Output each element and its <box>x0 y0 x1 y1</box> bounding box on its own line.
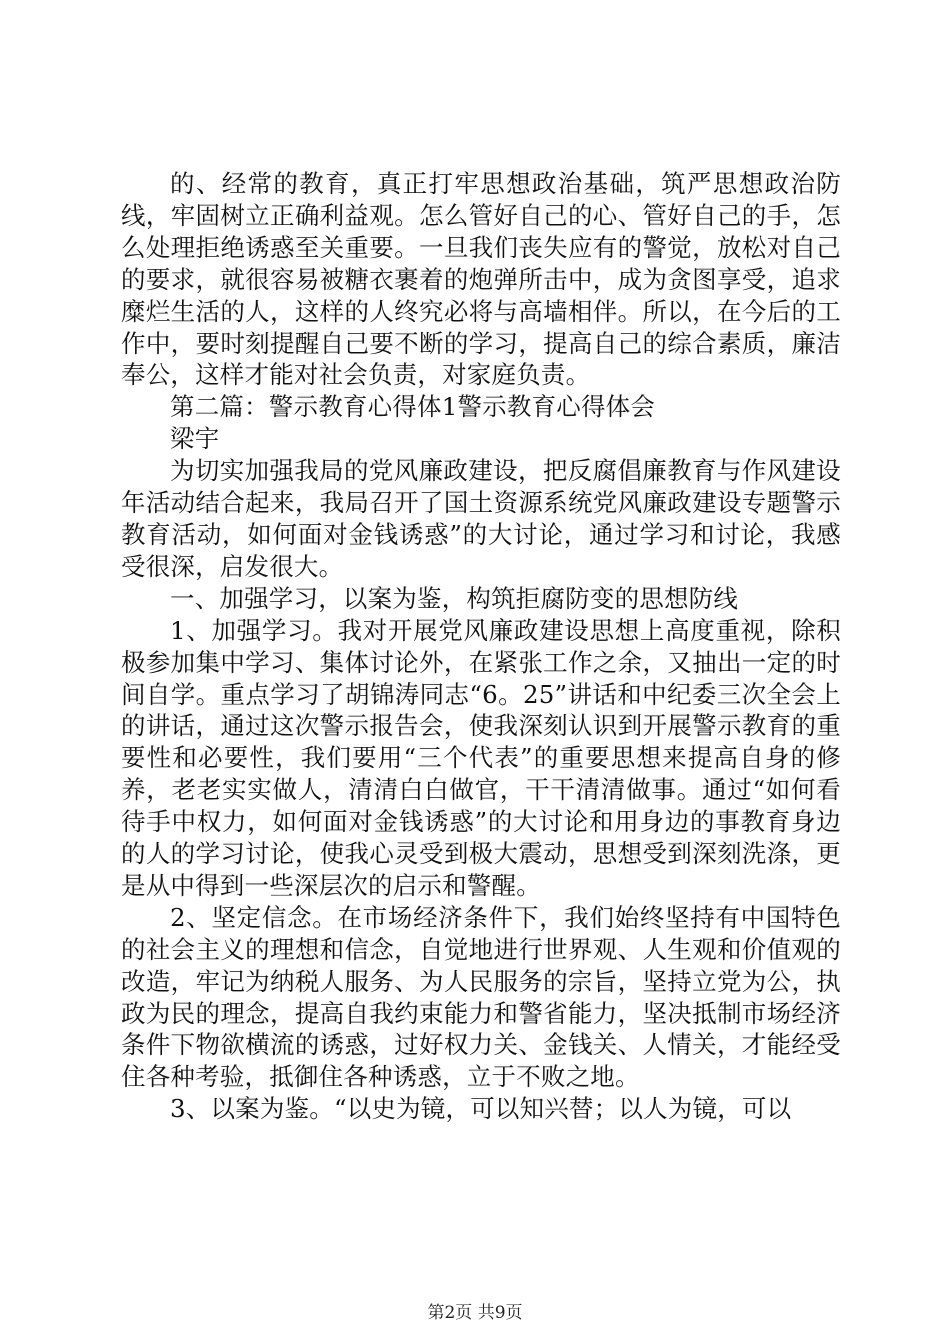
paragraph-lesson: 3、以案为鉴。“以史为镜，可以知兴替；以人为镜，可以 <box>170 1094 792 1124</box>
paragraph-study: 1、加强学习。我对开展党风廉政建设思想上高度重视，除积极参加集中学习、集体讨论外，在紧张工作之余，又抽出一定的时间自学。重点学习了胡锦涛同志“6。25”讲话和中纪委三次全会上的讲话，通过这次警示报告会，使我深刻认识到开展警示教育的重要性和必要性，我们要用“三个代表”的重要思想来提高自身的修养，老老实实做人，清清白白做官，干干清清做事。通过“如何看待手中权力，如何面对金钱诱惑”的大讨论和用身边的事教育身边的人的学习讨论，使我心灵受到极大震动，思想受到深刻洗涤，更是从中得到一些深层次的启示和警醒。 <box>121 615 841 900</box>
document-body <box>121 168 841 1125</box>
page-footer: 第2页 共9页 <box>427 1303 523 1323</box>
paragraph-intro: 为切实加强我局的党风廉政建设，把反腐倡廉教育与作风建设年活动结合起来，我局召开了国土资源系统党风廉政建设专题警示教育活动，如何面对金钱诱惑”的大讨论，通过学习和讨论，我感受很深，启发很大。 <box>121 456 841 581</box>
paragraph-continuation: 的、经常的教育，真正打牢思想政治基础，筑严思想政治防线，牢固树立正确利益观。怎么管好自己的心、管好自己的手，怎么处理拒绝诱惑至关重要。一旦我们丧失应有的警觉，放松对自己的要求，就很容易被糖衣裹着的炮弹所击中，成为贪图享受，追求糜烂生活的人，这样的人终究必将与高墙相伴。所以，在今后的工作中，要时刻提醒自己要不断的学习，提高自己的综合素质，廉洁奉公，这样才能对社会负责，对家庭负责。 <box>121 169 841 390</box>
author-name: 梁宇 <box>170 424 220 454</box>
subheading-1: 一、加强学习，以案为鉴，构筑拒腐防变的思想防线 <box>170 583 739 613</box>
paragraph-belief: 2、坚定信念。在市场经济条件下，我们始终坚持有中国特色的社会主义的理想和信念，自觉地进行世界观、人生观和价值观的改造，牢记为纳税人服务、为人民服务的宗旨，坚持立党为公，执政为民的理念，提高自我约束能力和警省能力，坚决抵制市场经济条件下物欲横流的诱惑，过好权力关、金钱关、人情关，才能经受住各种考验，抵御住各种诱惑，立于不败之地。 <box>121 902 841 1092</box>
section-heading: 第二篇：警示教育心得体1警示教育心得体会 <box>170 392 656 422</box>
